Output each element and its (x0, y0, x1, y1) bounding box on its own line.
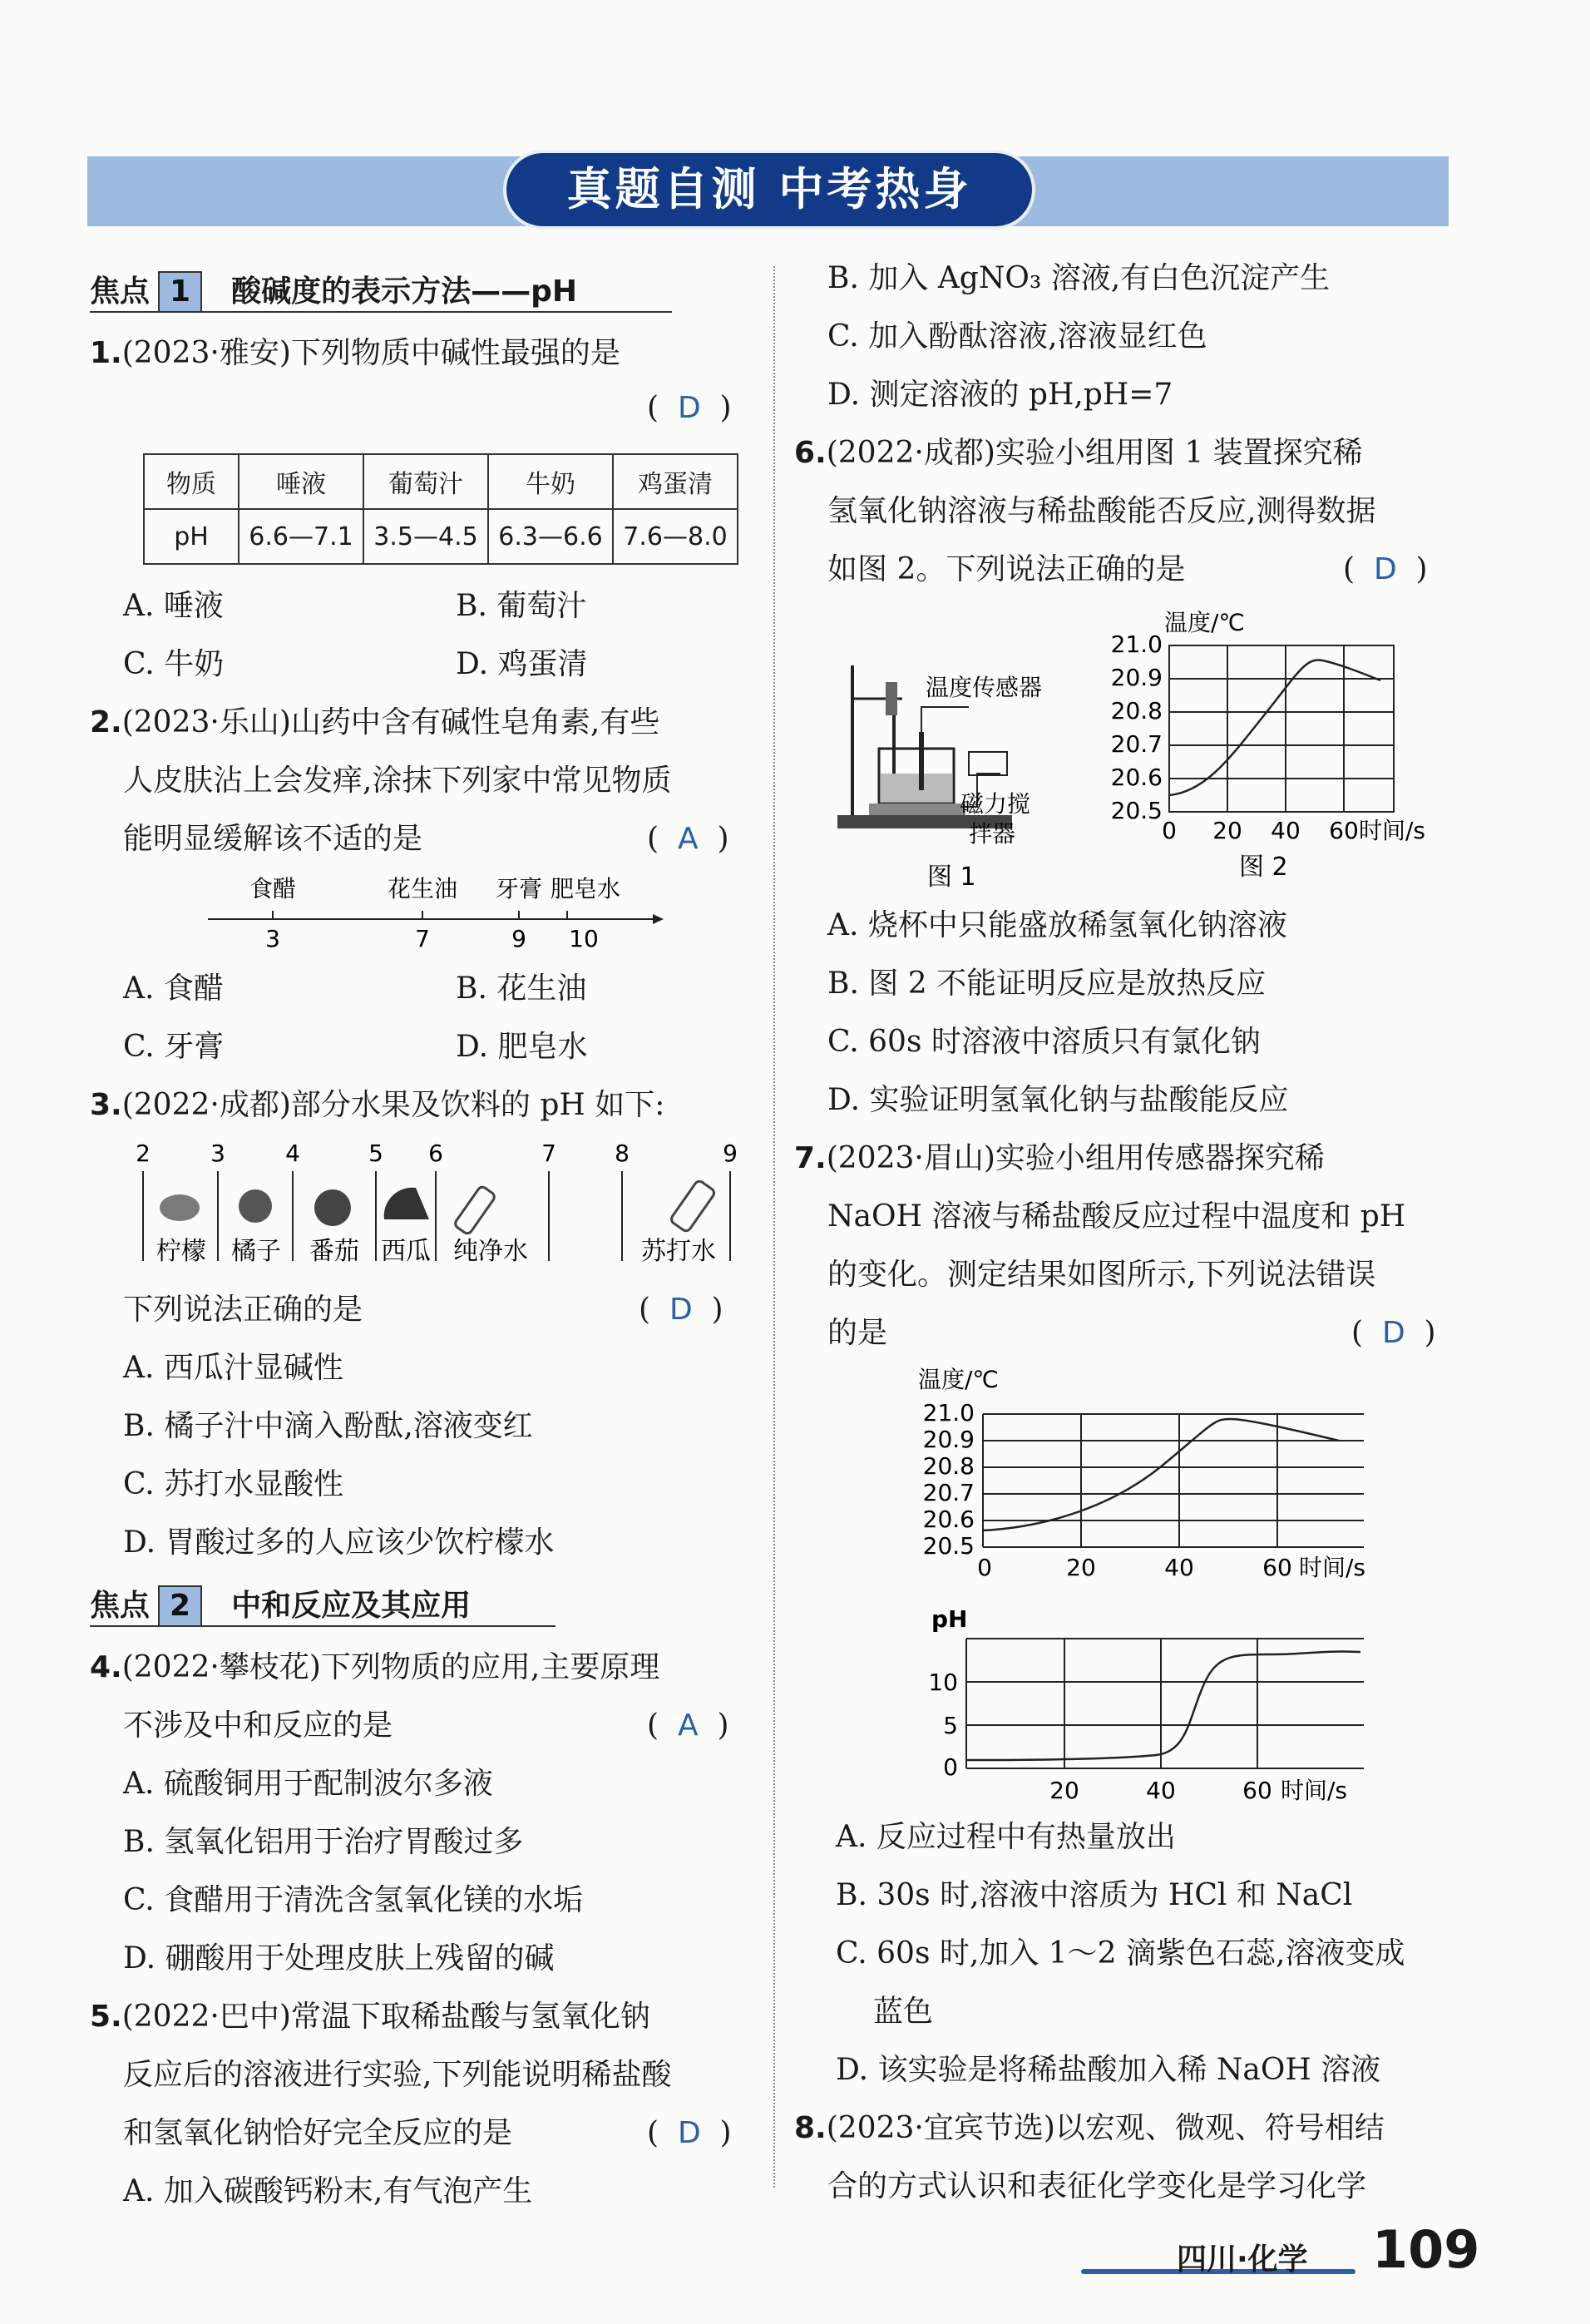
scale-label: 肥皂水 (550, 875, 621, 902)
q5-option-a: A. 加入碳酸钙粉末,有气泡产生 (123, 2174, 533, 2208)
water-bottle-icon (453, 1185, 496, 1235)
q6-stem-3: 如图 2。下列说法正确的是 (827, 552, 1186, 586)
q2-stem-1: 2.(2023·乐山)山药中含有碱性皂角素,有些 (90, 705, 660, 739)
xtick: 20 (1066, 1554, 1096, 1581)
scale-num: 8 (615, 1140, 630, 1167)
scale-num: 4 (285, 1140, 300, 1167)
section-2-underline (90, 1625, 556, 1627)
ytick: 20.5 (922, 1532, 975, 1560)
q7-stem-3: 的变化。测定结果如图所示,下列说法错误 (827, 1258, 1376, 1292)
q7-stem-2: NaOH 溶液与稀盐酸反应过程中温度和 pH (827, 1199, 1406, 1234)
q6-fig1-apparatus (836, 649, 1102, 898)
xtick: 40 (1146, 1777, 1176, 1804)
q7-stem-4: 的是 (827, 1316, 888, 1350)
scale-label: 花生油 (387, 875, 458, 902)
q7-option-c: C. 60s 时,加入 1～2 滴紫色石蕊,溶液变成 (836, 1936, 1405, 1970)
sensor-label: 温度传感器 (926, 674, 1043, 701)
q4-stem-2: 不涉及中和反应的是 (123, 1708, 393, 1743)
q1-ph-table (143, 453, 738, 565)
q4-option-a: A. 硫酸铜用于配制波尔多液 (123, 1767, 493, 1801)
q5-answer: ( D ) (647, 2116, 732, 2150)
scale-num: 7 (541, 1140, 556, 1167)
banner-title: 真题自测 中考热身 (566, 163, 972, 215)
ytick: 20.9 (1110, 664, 1163, 691)
column-divider (773, 266, 775, 2188)
q1-option-b: B. 葡萄汁 (456, 589, 587, 623)
scale-num: 6 (428, 1140, 443, 1167)
q3-option-c: C. 苏打水显酸性 (123, 1467, 344, 1501)
fruit-label: 柠檬 (156, 1237, 206, 1266)
q2-option-b: B. 花生油 (456, 972, 587, 1006)
table-header: 物质 (144, 454, 239, 509)
q6-stem-2: 氢氧化钠溶液与稀盐酸能否反应,测得数据 (827, 494, 1376, 528)
scale-value: 10 (569, 925, 599, 952)
xtick: 0 (1162, 817, 1177, 844)
page-number: 109 (1372, 2219, 1480, 2280)
q3-option-a: A. 西瓜汁显碱性 (123, 1351, 343, 1385)
stirrer-label-1: 磁力搅 (960, 790, 1031, 818)
q4-answer: ( A ) (647, 1708, 729, 1743)
xtick: 20 (1212, 817, 1242, 844)
xunit: 时间/s (1359, 817, 1426, 844)
q3-option-b: B. 橘子汁中滴入酚酞,溶液变红 (123, 1409, 533, 1443)
q2-stem-2: 人皮肤沾上会发痒,涂抹下列家中常见物质 (123, 764, 672, 798)
ytick: 20.7 (1110, 730, 1163, 758)
fig1-caption: 图 1 (927, 863, 976, 892)
table-header: 鸡蛋清 (613, 454, 738, 509)
watermelon-icon (384, 1188, 429, 1219)
q6-option-d: D. 实验证明氢氧化钠与盐酸能反应 (827, 1083, 1289, 1117)
q8-stem-2: 合的方式认识和表征化学变化是学习化学 (827, 2169, 1367, 2203)
q5-stem-2: 反应后的溶液进行实验,下列能说明稀盐酸 (123, 2058, 672, 2092)
section-1-underline (90, 311, 672, 313)
xtick: 0 (977, 1554, 992, 1581)
table-header: 葡萄汁 (363, 454, 488, 509)
table-header: 牛奶 (488, 454, 613, 509)
q6-option-a: A. 烧杯中只能盛放稀氢氧化钠溶液 (827, 908, 1287, 942)
q6-option-b: B. 图 2 不能证明反应是放热反应 (827, 967, 1267, 1001)
tomato-icon (314, 1189, 351, 1226)
ytick: 5 (943, 1712, 958, 1739)
scale-label: 食醋 (249, 875, 297, 902)
ytick: 21.0 (1110, 630, 1163, 658)
xunit: 时间/s (1281, 1777, 1348, 1804)
fruit-label: 橘子 (231, 1237, 281, 1266)
q5-stem-3: 和氢氧化钠恰好完全反应的是 (123, 2116, 513, 2150)
q2-ph-scale (200, 873, 665, 957)
q6-option-c: C. 60s 时溶液中溶质只有氯化钠 (827, 1025, 1261, 1059)
ytick: 20.7 (922, 1479, 975, 1506)
fruit-label: 西瓜 (381, 1237, 431, 1266)
q3-answer: ( D ) (639, 1293, 723, 1327)
ytick: 20.8 (922, 1452, 975, 1480)
q5-option-c: C. 加入酚酞溶液,溶液显红色 (827, 319, 1207, 354)
ytick: 0 (943, 1753, 958, 1781)
q7-temp-chart (915, 1364, 1380, 1589)
q3-fruit-ph-scale (125, 1136, 757, 1278)
q3-prompt: 下列说法正确的是 (123, 1293, 363, 1327)
q1-answer: ( D ) (647, 391, 732, 425)
section-1-heading: 焦点 1 酸碱度的表示方法——pH (90, 271, 577, 313)
q1-stem: 1.(2023·雅安)下列物质中碱性最强的是 (90, 336, 620, 370)
ph-ylabel: pH (931, 1605, 968, 1633)
q1-option-a: A. 唾液 (123, 589, 224, 623)
q4-stem-1: 4.(2022·攀枝花)下列物质的应用,主要原理 (90, 1650, 660, 1684)
q1-option-c: C. 牛奶 (123, 647, 225, 681)
q8-stem-1: 8.(2023·宜宾节选)以宏观、微观、符号相结 (794, 2111, 1385, 2145)
q3-option-d: D. 胃酸过多的人应该少饮柠檬水 (123, 1525, 555, 1560)
scale-value: 7 (415, 925, 430, 952)
ytick: 20.5 (1110, 797, 1163, 824)
q7-option-b: B. 30s 时,溶液中溶质为 HCl 和 NaCl (836, 1878, 1353, 1912)
q5-stem-1: 5.(2022·巴中)常温下取稀盐酸与氢氧化钠 (90, 2000, 650, 2034)
scale-num: 5 (368, 1140, 383, 1167)
fruit-label: 番茄 (309, 1237, 359, 1266)
fig2-caption: 图 2 (1239, 853, 1288, 882)
q2-stem-3: 能明显缓解该不适的是 (123, 822, 423, 856)
q4-option-c: C. 食醋用于清洗含氢氧化镁的水垢 (123, 1883, 584, 1917)
q7-ph-chart (915, 1597, 1380, 1813)
q7-option-d: D. 该实验是将稀盐酸加入稀 NaOH 溶液 (836, 2053, 1381, 2087)
ytick: 20.6 (1110, 764, 1163, 791)
q2-option-c: C. 牙膏 (123, 1030, 225, 1064)
xtick: 60 (1262, 1554, 1292, 1581)
q7-stem-1: 7.(2023·眉山)实验小组用传感器探究稀 (794, 1141, 1325, 1175)
q2-option-a: A. 食醋 (123, 972, 224, 1006)
ytick: 10 (928, 1669, 958, 1696)
table-cell: 6.3—6.6 (488, 509, 613, 564)
fig2-ylabel: 温度/℃ (1164, 609, 1245, 636)
q6-fig2-chart (1098, 607, 1464, 890)
temp-ylabel: 温度/℃ (918, 1366, 999, 1393)
scale-num: 3 (210, 1140, 225, 1167)
footer-subject: 四川·化学 (1177, 2242, 1308, 2277)
fruit-label: 纯净水 (453, 1237, 528, 1266)
fruit-label: 苏打水 (641, 1237, 716, 1266)
q5-option-b: B. 加入 AgNO₃ 溶液,有白色沉淀产生 (827, 261, 1331, 295)
temp-curve (983, 1419, 1339, 1530)
xtick: 20 (1049, 1777, 1079, 1804)
lemon-icon (160, 1194, 200, 1221)
scale-value: 9 (511, 925, 526, 952)
xtick: 60 (1329, 817, 1359, 844)
q7-answer: ( D ) (1351, 1316, 1436, 1350)
scale-num: 9 (723, 1140, 738, 1167)
table-cell: 7.6—8.0 (613, 509, 738, 564)
scale-label: 牙膏 (495, 875, 543, 902)
q5-option-d: D. 测定溶液的 pH,pH=7 (827, 378, 1173, 412)
stirrer-label-2: 拌器 (969, 820, 1016, 848)
q7-option-a: A. 反应过程中有热量放出 (836, 1820, 1176, 1854)
ytick: 21.0 (922, 1399, 975, 1427)
scale-num: 2 (136, 1140, 151, 1167)
scale-value: 3 (265, 925, 280, 952)
q4-option-d: D. 硼酸用于处理皮肤上残留的碱 (123, 1941, 555, 1975)
ph-curve (966, 1652, 1360, 1761)
xunit: 时间/s (1299, 1554, 1366, 1581)
xtick: 40 (1271, 817, 1301, 844)
q4-option-b: B. 氢氧化铝用于治疗胃酸过多 (123, 1825, 524, 1859)
table-header: 唾液 (239, 454, 363, 509)
section-2-heading: 焦点 2 中和反应及其应用 (90, 1585, 471, 1627)
table-cell: 6.6—7.1 (239, 509, 363, 564)
temp-curve (1169, 660, 1380, 795)
xtick: 40 (1164, 1554, 1194, 1581)
q2-answer: ( A ) (647, 822, 729, 856)
soda-bottle-icon (669, 1179, 716, 1233)
table-cell: pH (144, 509, 239, 564)
q7-option-c-cont: 蓝色 (873, 1995, 934, 2029)
orange-icon (239, 1189, 272, 1223)
q1-option-d: D. 鸡蛋清 (456, 647, 588, 681)
ytick: 20.6 (922, 1506, 975, 1533)
ytick: 20.9 (922, 1426, 975, 1453)
ytick: 20.8 (1110, 697, 1163, 724)
xtick: 60 (1242, 1777, 1272, 1804)
q2-option-d: D. 肥皂水 (456, 1030, 588, 1064)
q3-stem: 3.(2022·成都)部分水果及饮料的 pH 如下: (90, 1088, 665, 1122)
q6-answer: ( D ) (1343, 552, 1428, 586)
q6-stem-1: 6.(2022·成都)实验小组用图 1 装置探究稀 (794, 436, 1363, 470)
table-cell: 3.5—4.5 (363, 509, 488, 564)
